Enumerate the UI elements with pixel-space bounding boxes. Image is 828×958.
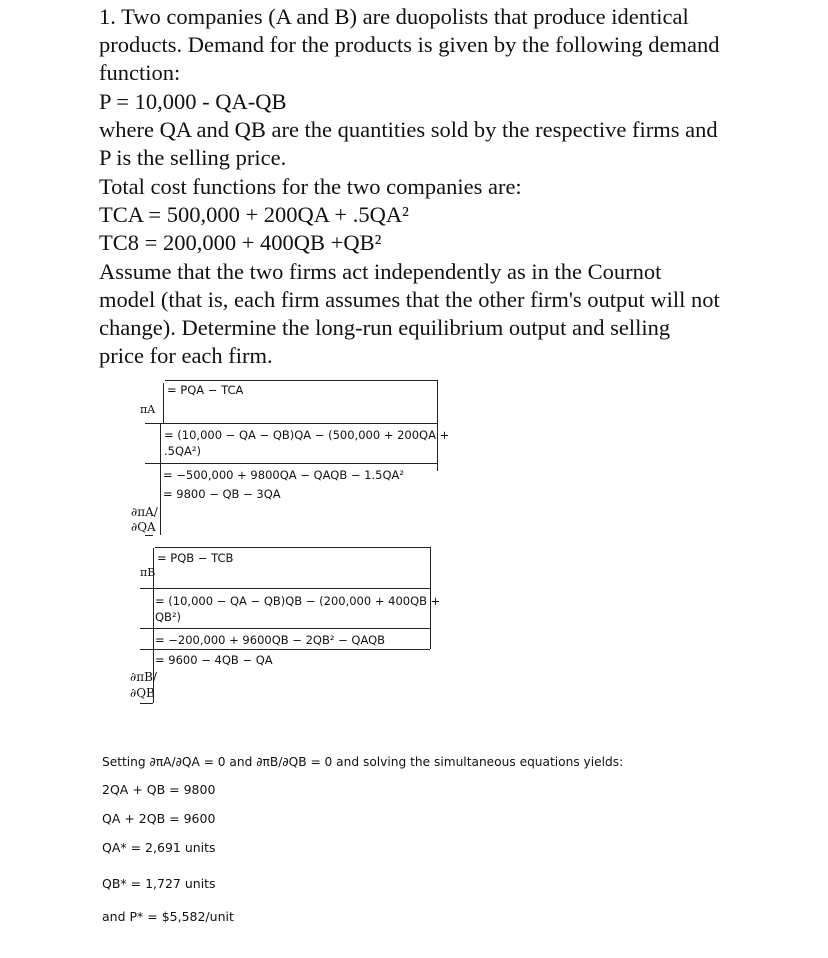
problem-line: price for each firm. [99,343,273,368]
problem-line: model (that is, each firm assumes that the other firm's output will not [99,287,720,312]
price-result: and P* = $5,582/unit [102,909,234,924]
profit-a-expansion-cont: .5QA²) [164,444,201,458]
problem-line: Total cost functions for the two companies are: [99,174,522,199]
marginal-profit-a: = 9800 − QB − 3QA [163,487,281,501]
deriv-a-bottom-label: ∂QA [131,520,156,534]
profit-b-expansion: = (10,000 − QA − QB)QB − (200,000 + 400QB + [155,594,441,608]
marginal-profit-b: = 9600 − 4QB − QA [155,653,273,667]
profit-a-expansion: = (10,000 − QA − QB)QA − (500,000 + 200QA + [164,428,450,442]
problem-line: P = 10,000 - QA-QB [99,89,287,114]
equation-2: QA + 2QB = 9600 [102,811,216,826]
problem-line: P is the selling price. [99,145,287,170]
deriv-b-top-label: ∂πB/ [130,670,157,684]
qa-result: QA* = 2,691 units [102,840,216,855]
problem-line: TCA = 500,000 + 200QA + .5QA² [99,202,409,227]
profit-b-expansion-cont: QB²) [155,610,182,624]
profit-b-definition: = PQB − TCB [157,551,234,565]
problem-line: change). Determine the long-run equilibrium output and selling [99,315,671,340]
problem-line: TC8 = 200,000 + 400QB +QB² [99,230,382,255]
qb-result: QB* = 1,727 units [102,876,216,891]
deriv-a-top-label: ∂πA/ [131,505,158,519]
profit-a-label: πA [140,403,156,416]
profit-b-simplified: = −200,000 + 9600QB − 2QB² − QAQB [155,633,386,647]
equation-1: 2QA + QB = 9800 [102,782,216,797]
solution-setting: Setting ∂πA/∂QA = 0 and ∂πB/∂QB = 0 and solving the simultaneous equations yields: [102,755,624,769]
deriv-b-bottom-label: ∂QB [130,686,155,700]
problem-line: 1. Two companies (A and B) are duopolists that produce identical [99,4,689,29]
profit-a-simplified: = −500,000 + 9800QA − QAQB − 1.5QA² [163,468,404,482]
problem-line: function: [99,60,181,85]
problem-line: products. Demand for the products is given by the following demand [99,32,720,57]
problem-line: where QA and QB are the quantities sold by the respective firms and [99,117,718,142]
problem-line: Assume that the two firms act independently as in the Cournot [99,259,662,284]
profit-a-definition: = PQA − TCA [167,383,244,397]
profit-b-label: πB [140,566,156,579]
